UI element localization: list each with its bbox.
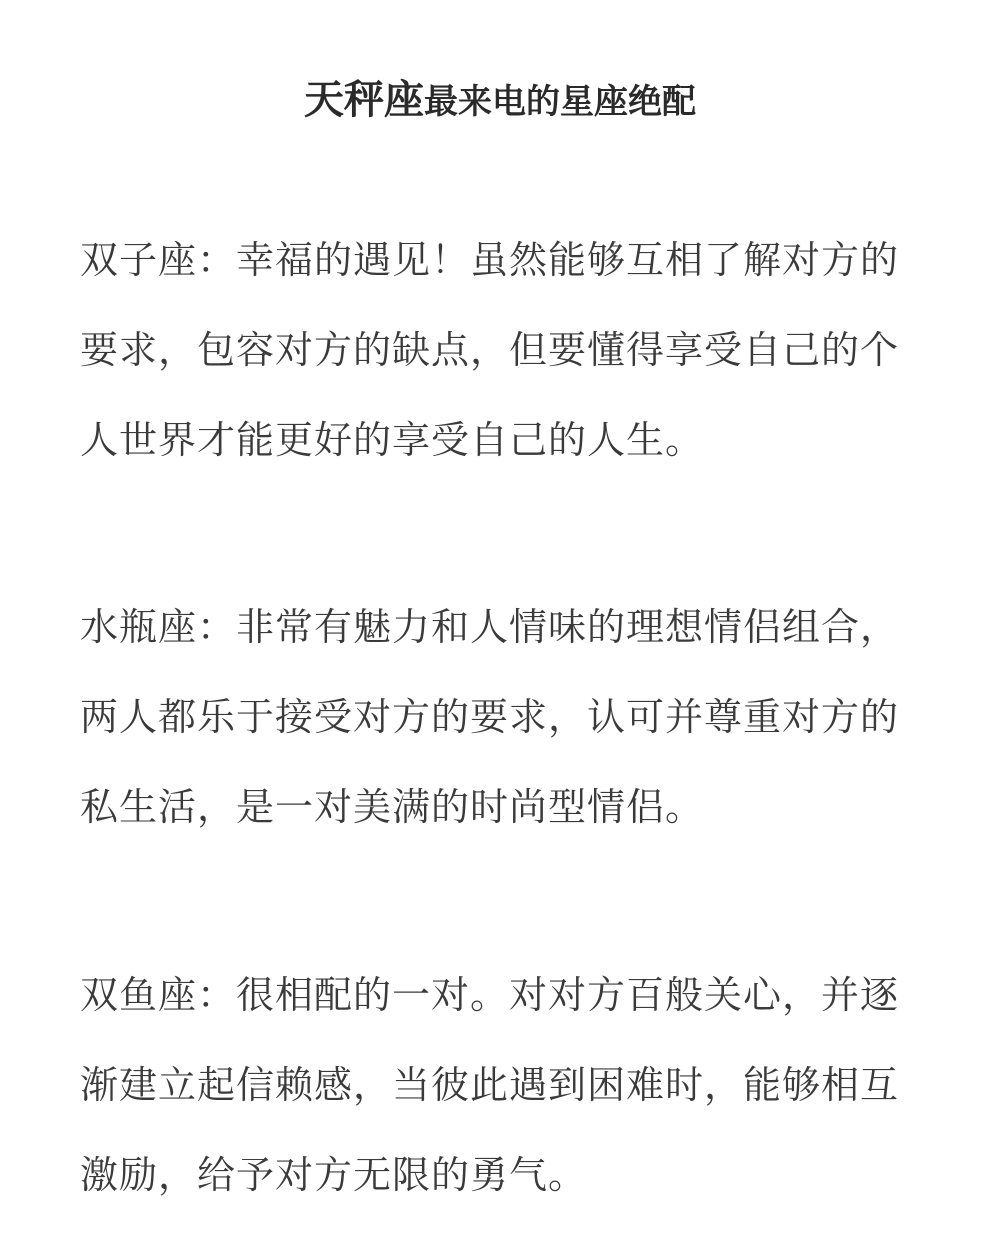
- section-aquarius: [80, 582, 920, 852]
- paragraph-line: 双鱼座：很相配的一对。对对方百般关心，并逐: [80, 973, 900, 1017]
- paragraph-line: 两人都乐于接受对方的要求，认可并尊重对方的: [80, 695, 900, 739]
- paragraph-line: 人世界才能更好的享受自己的人生。: [80, 418, 705, 462]
- paragraph-line: 双子座：幸福的遇见！虽然能够互相了解对方的: [80, 238, 900, 282]
- paragraph-line: 激励，给予对方无限的勇气。: [80, 1153, 588, 1197]
- title-lead: 天秤座: [304, 77, 424, 123]
- paragraph-line: 私生活，是一对美满的时尚型情侣。: [80, 785, 705, 829]
- paragraph-line: 水瓶座：非常有魅力和人情味的理想情侣组合，: [80, 605, 900, 649]
- section-pisces: [80, 950, 920, 1220]
- paragraph-line: 要求，包容对方的缺点，但要懂得享受自己的个: [80, 328, 900, 372]
- section-gemini: [80, 215, 920, 485]
- page-title: [0, 70, 1000, 138]
- paragraph-line: 渐建立起信赖感，当彼此遇到困难时，能够相互: [80, 1063, 900, 1107]
- title-rest: 最来电的星座绝配: [424, 82, 696, 122]
